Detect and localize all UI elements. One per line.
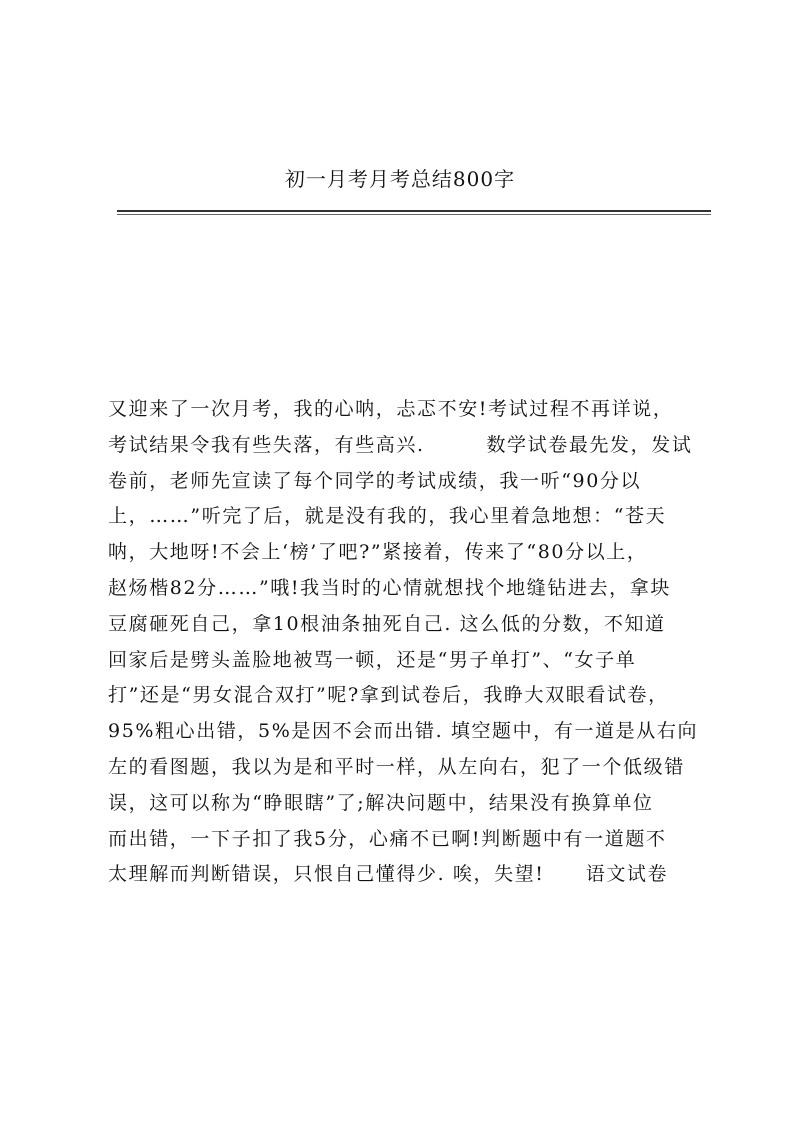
text-line: 打”还是“男女混合双打”呢?拿到试卷后，我睁大双眼看试卷， [108, 684, 669, 707]
title-divider [117, 210, 711, 212]
title-divider-secondary [117, 214, 711, 215]
text-line: 太理解而判断错误，只恨自己懂得少. 唉，失望! 语文试卷 [108, 863, 669, 886]
page-title: 初一月考月考总结800字 [284, 167, 516, 191]
text-line: 又迎来了一次月考，我的心呐，忐忑不安!考试过程不再详说， [108, 398, 674, 420]
text-line: 赵炀楷82分……”哦!我当时的心情就想找个地缝钻进去，拿块 [108, 576, 671, 599]
text-line: 回家后是劈头盖脸地被骂一顿，还是“男子单打”、“女子单 [108, 648, 637, 671]
text-line: 95%粗心出错，5%是因不会而出错. 填空题中，有一道是从右向 [108, 720, 699, 743]
text-line: 考试结果令我有些失落，有些高兴. 数学试卷最先发，发试 [108, 433, 693, 456]
text-line: 呐，大地呀!不会上‘榜’了吧?”紧接着，传来了“80分以上， [108, 541, 648, 564]
text-line: 卷前，老师先宣读了每个同学的考试成绩，我一听“90分以 [108, 469, 642, 492]
body-paragraph [108, 392, 708, 893]
text-line: 左的看图题，我以为是和平时一样，从左向右，犯了一个低级错 [108, 755, 685, 778]
text-line: 误，这可以称为“睁眼瞎”了;解决问题中，结果没有换算单位 [108, 791, 654, 814]
text-line: 而出错，一下子扣了我5分，心痛不已啊!判断题中有一道题不 [108, 827, 667, 850]
text-line: 上，……”听完了后，就是没有我的，我心里着急地想：“苍天 [108, 505, 667, 528]
text-line: 豆腐砸死自己，拿10根油条抽死自己. 这么低的分数，不知道 [108, 612, 666, 635]
